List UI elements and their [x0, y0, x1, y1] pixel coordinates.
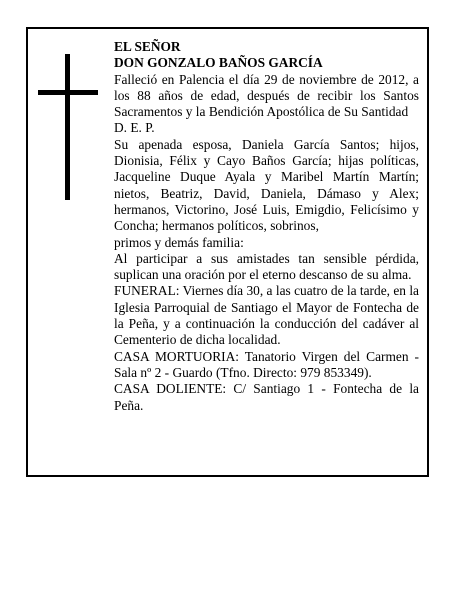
mortuary-paragraph: CASA MORTUORIA: Tanatorio Virgen del Carmen - Sala nº 2 - Guardo (Tfno. Directo: 979 853349).: [114, 348, 419, 380]
cross-vertical-bar: [65, 54, 70, 200]
latin-cross-icon: [38, 54, 98, 200]
death-paragraph: Falleció en Palencia el día 29 de noviembre de 2012, a los 88 años de edad, después de recibir los Santos Sacramentos y la Bendición Apostólica de Su Santidad: [114, 71, 419, 120]
deceased-name: DON GONZALO BAÑOS GARCÍA: [114, 55, 323, 71]
request-paragraph: Al participar a sus amistades tan sensible pérdida, suplican una oración por el eterno descanso de su alma.: [114, 250, 419, 283]
family-paragraph: Su apenada esposa, Daniela García Santos; hijos, Dionisia, Félix y Cayo Baños García; hijas políticas, Jacqueline Duque Ayala y Maribel Martín Martín; nietos, Beatriz, David, Daniela, Dámaso y Alex; hermanos, Victorino, José Luis, Emigdio, Felicísimo y Concha; hermanos políticos, sobrinos,: [114, 136, 419, 234]
dep-line: D. E. P.: [114, 120, 155, 136]
obituary-text: [114, 39, 419, 414]
obituary-notice: [26, 27, 429, 477]
family-closing: primos y demás familia:: [114, 234, 244, 250]
heading-line-1: EL SEÑOR: [114, 39, 181, 54]
funeral-paragraph: FUNERAL: Viernes día 30, a las cuatro de la tarde, en la Iglesia Parroquial de Santiago el Mayor de Fontecha de la Peña, y a continuación la conducción del cadáver al Cementerio de dicha localidad.: [114, 283, 419, 348]
mourning-house-paragraph: CASA DOLIENTE: C/ Santiago 1 - Fontecha de la Peña.: [114, 381, 419, 413]
cross-horizontal-bar: [38, 90, 98, 95]
